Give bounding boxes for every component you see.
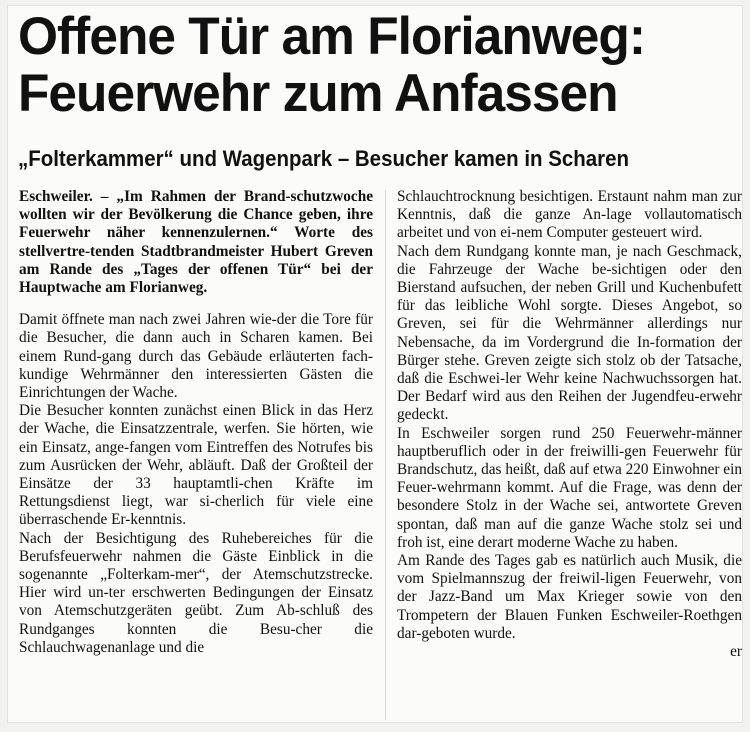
- column-divider: [385, 190, 386, 720]
- column-right: [397, 188, 742, 661]
- body-paragraph: Die Besucher konnten zunächst einen Blick in das Herz der Wache, die Einsatzzentrale, werfen. Sie hörten, wie ein Einsatz, ange-fangen vom Eintreffen des Notrufes bis zum Ausrücken der Wehr, abläuft. Daß der Großteil der Einsätze der 33 hauptamtli-chen Kräfte im Rettungsdienst liegt, war si-cherlich für viele eine überraschende Er-kenntnis.: [19, 402, 373, 529]
- column-left: [19, 188, 373, 657]
- body-paragraph: Damit öffnete man nach zwei Jahren wie-der die Tore für die Besucher, die dann auch in Scharen kamen. Bei einem Rund-gang durch das Gebäude erläuterten fach-kundige Wehrmänner den interessierten Gästen die Einrichtungen der Wache.: [19, 311, 373, 402]
- headline: [18, 8, 716, 122]
- headline-line-2: Feuerwehr zum Anfassen: [18, 64, 618, 123]
- body-paragraph: In Eschweiler sorgen rund 250 Feuerwehr-männer hauptberuflich oder in der freiwilli-gen Feuerwehr für Brandschutz, das heißt, daß auf etwa 220 Einwohner ein Feuer-wehrmann kommt. Auf die Frage, was denn der besondere Stolz in der Wache sei, antwortete Greven spontan, daß man auf die ganze Wache stolz sei und froh ist, eine derart moderne Wache zu haben.: [397, 424, 742, 551]
- newspaper-clipping: [8, 6, 742, 722]
- body-paragraph: Nach der Besichtigung des Ruhebereiches für die Berufsfeuerwehr nahmen die Gäste Einblick in die sogenannte „Folterkam-mer“, der Atemschutzstrecke. Hier wird un-ter erschwerten Bedingungen der Einsatz von Atemschutzgeräten geübt. Zum Ab-schluß des Rundganges konnten die Besu-cher die Schlauchwagenanlage und die: [19, 529, 373, 656]
- lead-paragraph: Eschweiler. – „Im Rahmen der Brand-schutzwoche wollten wir der Bevölkerung die Chance geben, ihre Feuerwehr näher kennenzulernen.“ Worte des stellvertre-tenden Stadtbrandmeister Hubert Greven am Rande des „Tages der offenen Tür“ bei der Hauptwache am Florianweg.: [19, 188, 373, 297]
- body-paragraph: Schlauchtrocknung besichtigen. Erstaunt nahm man zur Kenntnis, daß die ganze An-lage vollautomatisch arbeitet und von ei-nem Computer gesteuert wird.: [397, 188, 742, 242]
- byline-fragment: er: [730, 643, 742, 661]
- headline-line-1: Offene Tür am Florianweg:: [18, 7, 646, 66]
- body-paragraph: Nach dem Rundgang konnte man, je nach Geschmack, die Fahrzeuge der Wache be-sichtigen oder den Bierstand aufsuchen, der neben Grill und Kuchenbufett für das leibliche Wohl sorgte. Dieses Angebot, so Greven, sei für die Wehrmänner allerdings nur Nebensache, da im Vordergrund die In-formation der Bürger stehe. Greven zeigte sich stolz ob der Tatsache, daß die Eschwei-ler Wehr keine Nachwuchssorgen hat. Der Bedarf wird aus den Reihen der Jugendfeu-erwehr gedeckt.: [397, 242, 742, 424]
- body-paragraph: Am Rande des Tages gab es natürlich auch Musik, die vom Spielmannszug der freiwil-ligen Feuerwehr, von der Jazz-Band um Max Krieger sowie von den Trompetern der Blauen Funken Eschweiler-Roethgen dar-geboten wurde.: [397, 552, 742, 642]
- subheadline: „Folterkammer“ und Wagenpark – Besucher kamen in Scharen: [18, 146, 629, 171]
